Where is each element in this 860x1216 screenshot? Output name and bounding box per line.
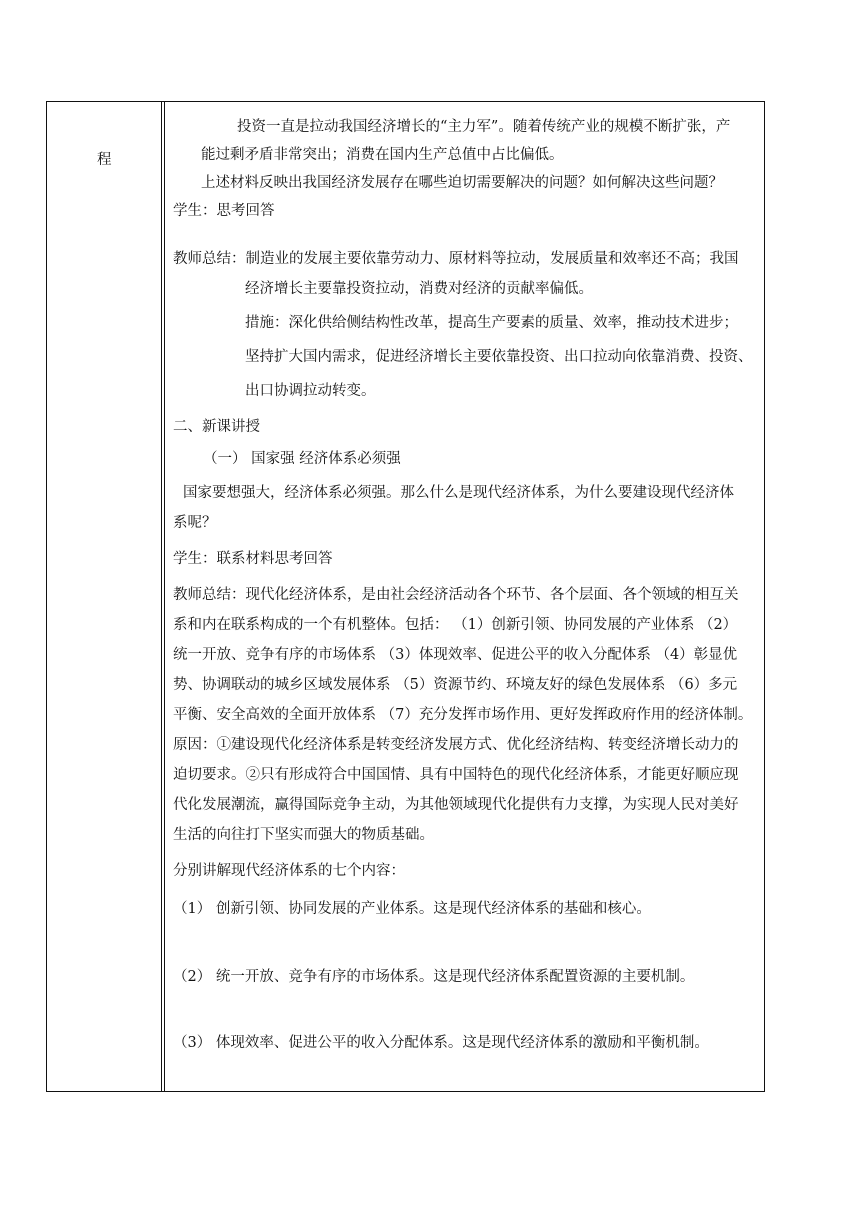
text-line: 分别讲解现代经济体系的七个内容： bbox=[173, 863, 405, 879]
text-line: 代化发展潮流，赢得国际竞争主动，为其他领域现代化提供有力支撑，为实现人民对美好 bbox=[173, 797, 739, 813]
text-line: 势、协调联动的城乡区域发展体系 （5）资源节约、环境友好的绿色发展体系 （6）多元 bbox=[173, 677, 738, 693]
lesson-table bbox=[46, 101, 765, 1092]
text-line: 投资一直是拉动我国经济增长的“主力军”。随着传统产业的规模不断扩张，产 bbox=[237, 119, 731, 135]
text-line: 教师总结：现代化经济体系，是由社会经济活动各个环节、各个层面、各个领域的相互关 bbox=[173, 587, 739, 603]
text-line: 上述材料反映出我国经济发展存在哪些迫切需要解决的问题？如何解决这些问题？ bbox=[201, 175, 723, 191]
section-heading: 二、新课讲授 bbox=[173, 419, 260, 435]
row-label: 程 bbox=[97, 152, 112, 168]
list-item: （3） 体现效率、促进公平的收入分配体系。这是现代经济体系的激励和平衡机制。 bbox=[173, 1035, 709, 1051]
text-line: 措施：深化供给侧结构性改革，提高生产要素的质量、效率，推动技术进步； bbox=[245, 315, 738, 331]
text-line: 平衡、安全高效的全面开放体系 （7）充分发挥市场作用、更好发挥政府作用的经济体制。 bbox=[173, 707, 753, 723]
list-item: （1） 创新引领、协同发展的产业体系。这是现代经济体系的基础和核心。 bbox=[173, 901, 651, 917]
text-line: 经济增长主要靠投资拉动，消费对经济的贡献率偏低。 bbox=[245, 281, 593, 297]
text-line: 系呢？ bbox=[173, 515, 217, 531]
text-line: 生活的向往打下坚实而强大的物质基础。 bbox=[173, 827, 434, 843]
text-line: 学生：思考回答 bbox=[173, 203, 275, 219]
text-line: 统一开放、竞争有序的市场体系 （3）体现效率、促进公平的收入分配体系 （4）彰显优 bbox=[173, 647, 738, 663]
text-line: 教师总结：制造业的发展主要依靠劳动力、原材料等拉动，发展质量和效率还不高；我国 bbox=[173, 251, 739, 267]
text-line: 学生：联系材料思考回答 bbox=[173, 551, 333, 567]
column-divider-inner bbox=[164, 102, 165, 1091]
list-item: （2） 统一开放、竞争有序的市场体系。这是现代经济体系配置资源的主要机制。 bbox=[173, 969, 695, 985]
column-divider bbox=[161, 102, 162, 1091]
text-line: 坚持扩大国内需求，促进经济增长主要依靠投资、出口拉动向依靠消费、投资、 bbox=[245, 349, 753, 365]
text-line: 迫切要求。②只有形成符合中国国情、具有中国特色的现代化经济体系，才能更好顺应现 bbox=[173, 767, 739, 783]
text-line: 原因：①建设现代化经济体系是转变经济发展方式、优化经济结构、转变经济增长动力的 bbox=[173, 737, 739, 753]
text-line: 国家要想强大，经济体系必须强。那么什么是现代经济体系，为什么要建设现代经济体 bbox=[183, 485, 734, 501]
text-line: 出口协调拉动转变。 bbox=[245, 383, 376, 399]
text-line: 系和内在联系构成的一个有机整体。包括： （1）创新引领、协同发展的产业体系 （2） bbox=[173, 617, 738, 633]
text-line: 能过剩矛盾非常突出；消费在国内生产总值中占比偏低。 bbox=[201, 147, 564, 163]
subsection-heading: （一） 国家强 经济体系必须强 bbox=[203, 451, 401, 467]
